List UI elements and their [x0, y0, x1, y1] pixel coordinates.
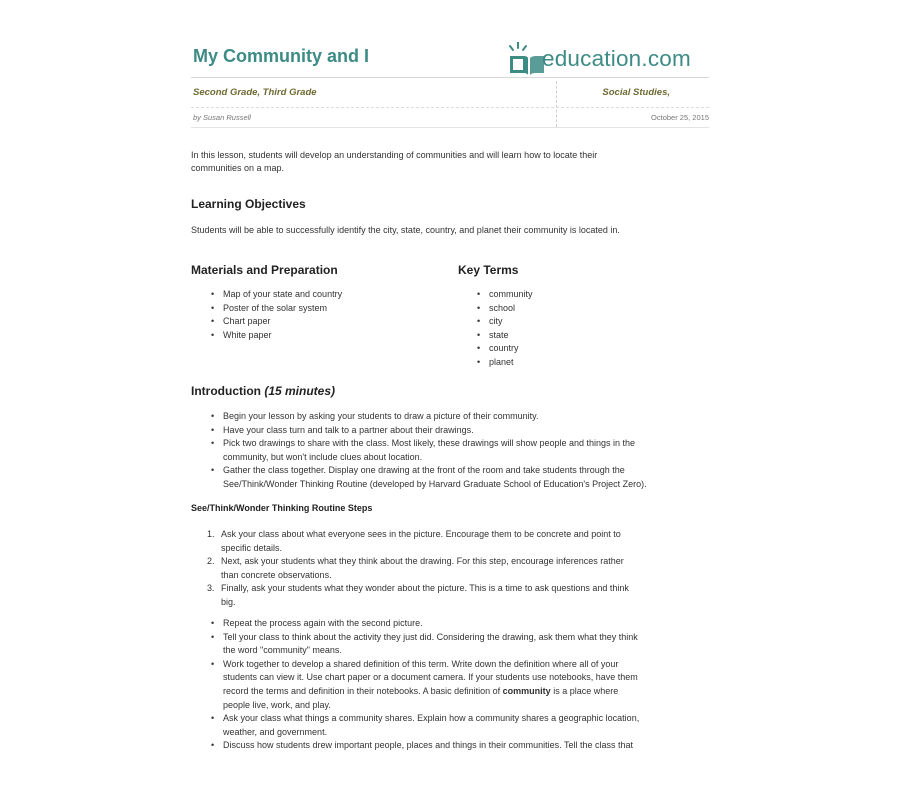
list-item: • city [477, 315, 533, 329]
list-item-line: big. [221, 596, 236, 607]
list-item-line: weather, and government. [223, 726, 328, 737]
list-item [207, 528, 629, 555]
logo-wordmark: education.com [542, 46, 691, 71]
list-item: • White paper [211, 329, 342, 343]
list-item: • community [477, 288, 533, 302]
list-item-line: people live, work, and play. [223, 699, 331, 710]
list-item [211, 712, 639, 739]
lesson-summary [191, 149, 597, 176]
materials-heading: Materials and Preparation [191, 263, 338, 277]
list-item: • Repeat the process again with the second picture. [211, 617, 639, 631]
list-item [211, 464, 647, 491]
list-item-line: students can view it. Use chart paper or a document camera. If your students use notebooks, have them [223, 672, 638, 683]
list-item: • country [477, 342, 533, 356]
step-number: 3. [207, 583, 215, 594]
introduction-heading [191, 384, 335, 398]
list-item-line: Ask your class what things a community shares. Explain how a community shares a geographic location, [223, 713, 640, 724]
author-byline: by Susan Russell [193, 113, 251, 122]
grade-level: Second Grade, Third Grade [193, 87, 317, 98]
list-item: • Map of your state and country [211, 288, 342, 302]
list-item-line: Work together to develop a shared definition of this term. Write down the definition where all of your [223, 658, 619, 669]
key-terms-heading: Key Terms [458, 263, 519, 277]
list-item-line: than concrete observations. [221, 569, 332, 580]
lesson-summary-line: communities on a map. [191, 163, 285, 174]
education-logo[interactable] [508, 42, 691, 76]
learning-objectives-heading: Learning Objectives [191, 197, 306, 211]
header-divider [191, 77, 709, 78]
list-item-line: the word "community" means. [223, 645, 342, 656]
list-item-line: See/Think/Wonder Thinking Routine (developed by Harvard Graduate School of Education's Project Zero). [223, 478, 647, 489]
routine-steps-heading: See/Think/Wonder Thinking Routine Steps [191, 503, 373, 513]
list-item [211, 631, 639, 658]
list-item-line: Next, ask your students what they think about the drawing. For this step, encourage inferences rather [221, 556, 624, 567]
list-item: • school [477, 302, 533, 316]
introduction-list [211, 410, 647, 492]
header-bottom-divider [191, 127, 709, 128]
list-item: • state [477, 329, 533, 343]
subject-label: Social Studies, [602, 87, 670, 98]
step-number: 1. [207, 529, 215, 539]
step-number: 2. [207, 556, 215, 567]
list-item-line: Ask your class about what everyone sees in the picture. Encourage them to be concrete and point to [221, 529, 621, 539]
list-item: • Begin your lesson by asking your students to draw a picture of their community. [211, 410, 647, 424]
list-item: • Have your class turn and talk to a partner about their drawings. [211, 424, 647, 438]
book-reader-icon [508, 42, 546, 76]
lesson-summary-line: In this lesson, students will develop an understanding of communities and will learn how to locate their [191, 150, 598, 160]
list-item-line: is a place where [550, 685, 619, 696]
list-item-line: record the terms and definition in their notebooks. A basic definition of [223, 685, 503, 696]
list-item: • Poster of the solar system [211, 302, 342, 316]
list-item-line: Tell your class to think about the activity they just did. Considering the drawing, ask them what they think [223, 631, 638, 642]
page-title: My Community and I [193, 46, 370, 66]
materials-list [211, 288, 342, 342]
introduction-heading-label: Introduction [191, 384, 261, 398]
list-item [211, 437, 647, 464]
list-item: • planet [477, 356, 533, 370]
list-item-line: community, but won't include clues about location. [223, 451, 423, 462]
list-item: • Chart paper [211, 315, 342, 329]
list-item-line: specific details. [221, 542, 283, 553]
list-item-line: Finally, ask your students what they wonder about the picture. This is a time to ask questions and think [221, 583, 629, 594]
routine-steps-list [207, 528, 629, 610]
list-item [211, 658, 639, 712]
introduction-duration: (15 minutes) [264, 384, 336, 398]
list-item: • Discuss how students drew important people, places and things in their communities. Tell the class that [211, 739, 639, 753]
bold-term: community [502, 685, 551, 696]
list-item-line: Pick two drawings to share with the class. Most likely, these drawings will show people and things in the [223, 438, 636, 449]
key-terms-list [477, 288, 533, 370]
followup-list [211, 617, 639, 753]
list-item [207, 582, 629, 609]
publish-date: October 25, 2015 [651, 113, 709, 122]
learning-objectives-text: Students will be able to successfully identify the city, state, country, and planet their community is located in. [191, 225, 620, 235]
meta-column-divider [556, 81, 557, 127]
list-item-line: Gather the class together. Display one drawing at the front of the room and take students through the [223, 465, 625, 476]
list-item [207, 555, 629, 582]
meta-divider [191, 107, 709, 108]
